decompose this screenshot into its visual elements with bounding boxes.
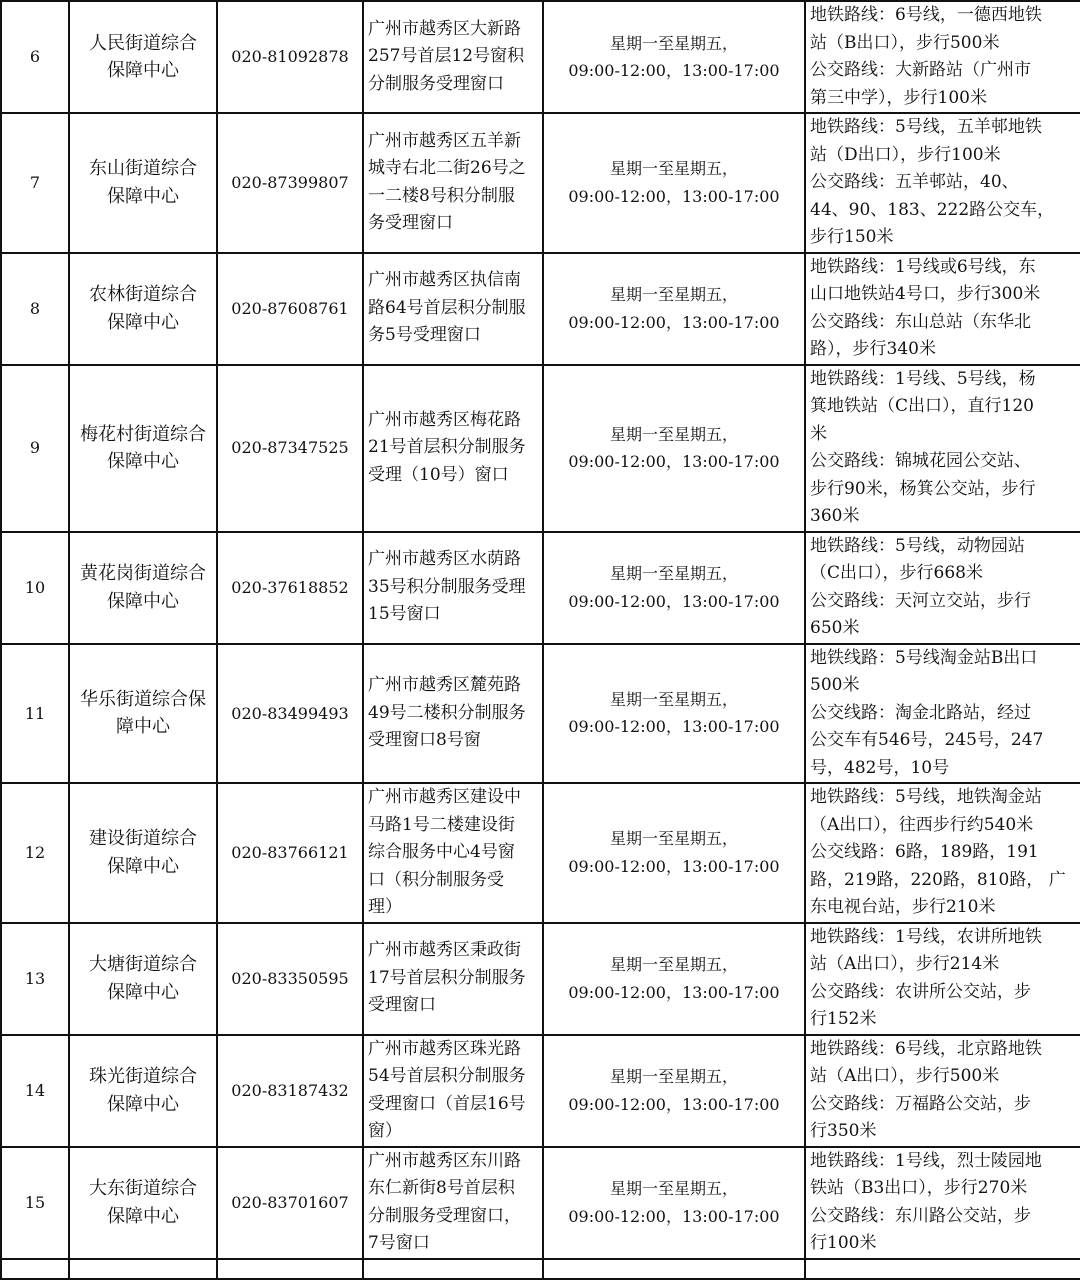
phone-number-cell: 020-83350595 <box>217 923 363 1035</box>
transit-route-line: 站（B出口），步行500米 <box>810 32 1000 53</box>
row-number-cell: 15 <box>1 1147 69 1259</box>
address-line: 受理窗口 <box>368 995 436 1016</box>
center-name-line: 保障中心 <box>107 590 179 612</box>
center-name-line: 保障中心 <box>107 311 179 333</box>
transit-route-line: 地铁路线：6号线，北京路地铁 <box>810 1038 1042 1059</box>
center-name-line: 保障中心 <box>107 1205 179 1227</box>
row-number-cell: 12 <box>1 783 69 923</box>
center-name-line: 农林街道综合 <box>89 284 197 305</box>
transit-route-line: 650米 <box>810 618 860 638</box>
address-line: 广州市越秀区建设中 <box>368 787 521 807</box>
row-number-cell <box>1 1259 69 1279</box>
office-hours-line: 09:00-12:00，13:00-17:00 <box>568 452 780 471</box>
office-hours-line: 09:00-12:00，13:00-17:00 <box>568 856 780 876</box>
transit-route-line: 第三中学），步行100米 <box>810 87 987 108</box>
phone-number-cell: 020-83701607 <box>217 1147 363 1259</box>
center-name-cell <box>69 113 217 253</box>
transit-route-line: 地铁路线：5号线，地铁淘金站 <box>810 787 1042 807</box>
center-name-line: 大东街道综合 <box>89 1178 197 1199</box>
center-name-cell <box>69 644 217 784</box>
office-hours-line: 星期一至星期五， <box>609 564 738 583</box>
center-name-cell <box>69 253 217 365</box>
office-hours-cell <box>543 532 805 644</box>
office-hours-line: 09:00-12:00，13:00-17:00 <box>568 61 780 80</box>
phone-number-cell: 020-81092878 <box>217 1 363 113</box>
transit-route-cell <box>805 532 1080 644</box>
table-row <box>1 532 1080 644</box>
transit-route-line: （A出口），往西步行约540米 <box>810 814 1034 835</box>
transit-route-cell <box>805 783 1080 923</box>
transit-route-line: 公交路线：万福路公交站，步 <box>810 1093 1031 1114</box>
address-line: 257号首层12号窗积 <box>368 46 525 67</box>
office-hours-line: 09:00-12:00，13:00-17:00 <box>568 717 780 737</box>
transit-route-line: 路），步行340米 <box>810 339 936 359</box>
transit-route-line: 行152米 <box>810 1009 877 1029</box>
transit-route-line: 东电视台站，步行210米 <box>810 897 996 917</box>
address-line: 17号首层积分制服务 <box>368 967 526 988</box>
row-number-cell: 13 <box>1 923 69 1035</box>
office-hours-cell <box>543 923 805 1035</box>
table-row <box>1 1035 1080 1147</box>
transit-route-line: 公交线路：淘金北路站，经过 <box>810 702 1031 723</box>
transit-route-line: 行100米 <box>810 1233 877 1253</box>
table-row <box>1 1 1080 113</box>
address-line: 一二楼8号积分制服 <box>368 185 515 206</box>
transit-route-line: 米 <box>810 423 827 444</box>
center-name-line: 保障中心 <box>107 185 179 207</box>
address-cell <box>363 1 543 113</box>
office-hours-cell <box>543 1035 805 1147</box>
office-hours-line: 星期一至星期五， <box>609 1179 738 1198</box>
transit-route-line: 路，219路，220路，810路， 广 <box>810 869 1066 890</box>
office-hours-line: 星期一至星期五， <box>609 1067 738 1086</box>
transit-route-cell <box>805 113 1080 253</box>
address-line: 受理窗口（首层16号 <box>368 1093 526 1114</box>
table-body <box>1 1 1080 1279</box>
center-name-line: 大塘街道综合 <box>89 954 197 975</box>
row-number-cell: 11 <box>1 644 69 784</box>
address-cell <box>363 644 543 784</box>
address-cell <box>363 253 543 365</box>
center-name-line: 保障中心 <box>107 60 179 81</box>
address-line: 广州市越秀区秉政街 <box>368 940 521 961</box>
address-line: 54号首层积分制服务 <box>368 1066 526 1086</box>
center-name-line: 东山街道综合 <box>89 158 197 180</box>
office-hours-cell <box>543 253 805 365</box>
transit-route-line: 公交路线：锦城花园公交站、 <box>810 451 1031 471</box>
table-row <box>1 113 1080 253</box>
transit-route-line: 地铁路线：5号线，五羊邨地铁 <box>810 117 1042 137</box>
transit-route-line: 步行90米，杨箕公交站，步行 <box>810 478 1036 499</box>
phone-number-cell: 020-83766121 <box>217 783 363 923</box>
transit-route-line: 铁站（B3出口），步行270米 <box>810 1178 1028 1198</box>
address-line: 东仁新街8号首层积 <box>368 1178 515 1198</box>
center-name-line: 保障中心 <box>107 855 179 877</box>
transit-route-line: 公交路线：大新路站（广州市 <box>810 60 1031 80</box>
office-hours-line: 星期一至星期五， <box>609 285 738 304</box>
address-cell <box>363 923 543 1035</box>
phone-number-cell: 020-37618852 <box>217 532 363 644</box>
address-line: 15号窗口 <box>368 604 441 625</box>
transit-route-line: 360米 <box>810 506 860 526</box>
row-number-cell: 6 <box>1 1 69 113</box>
office-hours-line: 09:00-12:00，13:00-17:00 <box>568 1094 780 1114</box>
center-name-line: 珠光街道综合 <box>89 1066 197 1087</box>
address-line: 受理（10号）窗口 <box>368 464 509 485</box>
address-line: 广州市越秀区东川路 <box>368 1150 521 1171</box>
center-name-cell <box>69 783 217 923</box>
address-cell <box>363 532 543 644</box>
address-line: 理） <box>368 897 402 917</box>
office-hours-line: 星期一至星期五， <box>609 955 738 974</box>
center-name-line: 黄花岗街道综合 <box>80 563 206 584</box>
address-line: 广州市越秀区大新路 <box>368 18 521 39</box>
office-hours-line: 09:00-12:00，13:00-17:00 <box>568 186 780 206</box>
office-hours-line: 星期一至星期五， <box>609 424 738 444</box>
transit-route-line: 站（A出口），步行500米 <box>810 1066 1000 1086</box>
center-name-line: 人民街道综合 <box>89 32 197 54</box>
transit-route-cell <box>805 1147 1080 1259</box>
address-line: 广州市越秀区珠光路 <box>368 1038 521 1059</box>
transit-route-line: 地铁路线：5号线，动物园站 <box>810 535 1025 556</box>
address-line: 马路1号二楼建设街 <box>368 814 515 835</box>
transit-route-line: 公交路线：天河立交站，步行 <box>810 590 1031 611</box>
address-line: 务受理窗口 <box>368 213 453 234</box>
center-name-cell <box>69 532 217 644</box>
transit-route-cell <box>805 253 1080 365</box>
transit-route-line: 箕地铁站（C出口），直行120 <box>810 396 1034 416</box>
center-name-line: 保障中心 <box>107 981 179 1003</box>
office-hours-cell <box>543 1 805 113</box>
address-line: 分制服务受理窗口 <box>368 73 504 94</box>
address-line: 综合服务中心4号窗 <box>368 842 515 862</box>
transit-route-line: 地铁路线：1号线或6号线，东 <box>810 256 1036 277</box>
office-hours-line: 09:00-12:00，13:00-17:00 <box>568 591 780 611</box>
address-cell <box>363 365 543 532</box>
transit-route-line: 号，482号，10号 <box>810 757 950 778</box>
table-row <box>1 365 1080 532</box>
address-line: 35号积分制服务受理 <box>368 576 526 597</box>
center-name-cell <box>69 1259 217 1279</box>
office-hours-cell <box>543 113 805 253</box>
transit-route-line: 44、90、183、222路公交车， <box>810 199 1055 220</box>
center-name-cell <box>69 365 217 532</box>
transit-route-cell <box>805 1259 1080 1279</box>
center-name-cell <box>69 1035 217 1147</box>
address-cell <box>363 1147 543 1259</box>
table-row <box>1 253 1080 365</box>
address-line: 广州市越秀区五羊新 <box>368 130 521 151</box>
transit-route-line: 步行150米 <box>810 227 894 247</box>
row-number-cell: 9 <box>1 365 69 532</box>
office-hours-line: 09:00-12:00，13:00-17:00 <box>568 1206 780 1226</box>
office-hours-line: 09:00-12:00，13:00-17:00 <box>568 982 780 1002</box>
table-row <box>1 1147 1080 1259</box>
transit-route-line: （C出口），步行668米 <box>810 563 983 583</box>
center-name-cell <box>69 1 217 113</box>
transit-route-line: 地铁路线：1号线，烈士陵园地 <box>810 1150 1042 1171</box>
transit-route-cell <box>805 923 1080 1035</box>
office-hours-cell <box>543 1147 805 1259</box>
phone-number-cell: 020-87608761 <box>217 253 363 365</box>
office-hours-line: 星期一至星期五， <box>609 33 738 53</box>
row-number-cell: 7 <box>1 113 69 253</box>
address-cell <box>363 783 543 923</box>
transit-route-line: 站（D出口），步行100米 <box>810 144 1001 165</box>
transit-route-line: 公交车有546号，245号，247 <box>810 730 1044 750</box>
transit-route-line: 地铁线路：5号线淘金站B出口 <box>810 647 1038 668</box>
address-line: 广州市越秀区水荫路 <box>368 549 521 570</box>
office-hours-line: 星期一至星期五， <box>609 829 738 849</box>
phone-number-cell <box>217 1259 363 1279</box>
center-name-line: 建设街道综合 <box>89 828 197 850</box>
transit-route-line: 山口地铁站4号口，步行300米 <box>810 284 1041 304</box>
transit-route-line: 地铁路线：1号线，农讲所地铁 <box>810 926 1042 947</box>
phone-number-cell: 020-87399807 <box>217 113 363 253</box>
row-number-cell: 10 <box>1 532 69 644</box>
transit-route-cell <box>805 1035 1080 1147</box>
transit-route-line: 地铁路线：6号线，一德西地铁 <box>810 5 1042 25</box>
address-cell <box>363 113 543 253</box>
transit-route-cell <box>805 1 1080 113</box>
center-name-line: 障中心 <box>116 716 170 738</box>
address-line: 城寺右北二街26号之 <box>368 158 526 179</box>
transit-route-line: 公交路线：五羊邨站，40、 <box>810 172 1019 192</box>
office-hours-cell <box>543 644 805 784</box>
transit-route-line: 公交路线：农讲所公交站，步 <box>810 981 1031 1002</box>
address-line: 分制服务受理窗口， <box>368 1205 521 1226</box>
transit-route-line: 500米 <box>810 675 860 695</box>
center-name-line: 保障中心 <box>107 1093 179 1115</box>
address-line: 7号窗口 <box>368 1233 430 1253</box>
office-hours-cell <box>543 1259 805 1279</box>
center-name-line: 华乐街道综合保 <box>80 688 206 710</box>
table-row <box>1 783 1080 923</box>
address-line: 路64号首层积分制服 <box>368 297 526 318</box>
address-line: 49号二楼积分制服务 <box>368 702 526 723</box>
center-name-line: 梅花村街道综合 <box>80 423 206 445</box>
transit-route-cell <box>805 644 1080 784</box>
transit-route-line: 公交路线：东山总站（东华北 <box>810 311 1031 332</box>
center-name-line: 保障中心 <box>107 451 179 472</box>
address-line: 窗） <box>368 1121 402 1141</box>
transit-route-line: 行350米 <box>810 1121 877 1141</box>
office-hours-cell <box>543 365 805 532</box>
row-number-cell: 8 <box>1 253 69 365</box>
center-name-cell <box>69 923 217 1035</box>
address-cell <box>363 1259 543 1279</box>
transit-route-line: 公交线路：6路，189路，191 <box>810 842 1039 862</box>
table-row <box>1 923 1080 1035</box>
address-cell <box>363 1035 543 1147</box>
transit-route-line: 站（A出口），步行214米 <box>810 954 1000 974</box>
table-row-partial <box>1 1259 1080 1279</box>
phone-number-cell: 020-83187432 <box>217 1035 363 1147</box>
transit-route-line: 公交路线：东川路公交站，步 <box>810 1205 1031 1226</box>
address-line: 21号首层积分制服务 <box>368 437 526 458</box>
address-line: 受理窗口8号窗 <box>368 730 481 750</box>
row-number-cell: 14 <box>1 1035 69 1147</box>
phone-number-cell: 020-87347525 <box>217 365 363 532</box>
address-line: 广州市越秀区梅花路 <box>368 409 521 430</box>
transit-route-line: 地铁路线：1号线、5号线，杨 <box>810 368 1036 389</box>
office-hours-line: 09:00-12:00，13:00-17:00 <box>568 312 780 332</box>
address-line: 广州市越秀区执信南 <box>368 270 521 291</box>
office-hours-cell <box>543 783 805 923</box>
address-line: 务5号受理窗口 <box>368 325 481 346</box>
office-hours-line: 星期一至星期五， <box>609 159 738 179</box>
phone-number-cell: 020-83499493 <box>217 644 363 784</box>
address-line: 广州市越秀区麓苑路 <box>368 675 521 695</box>
table-row <box>1 644 1080 784</box>
center-name-cell <box>69 1147 217 1259</box>
office-hours-line: 星期一至星期五， <box>609 689 738 709</box>
transit-route-cell <box>805 365 1080 532</box>
address-line: 口（积分制服务受 <box>368 869 504 890</box>
